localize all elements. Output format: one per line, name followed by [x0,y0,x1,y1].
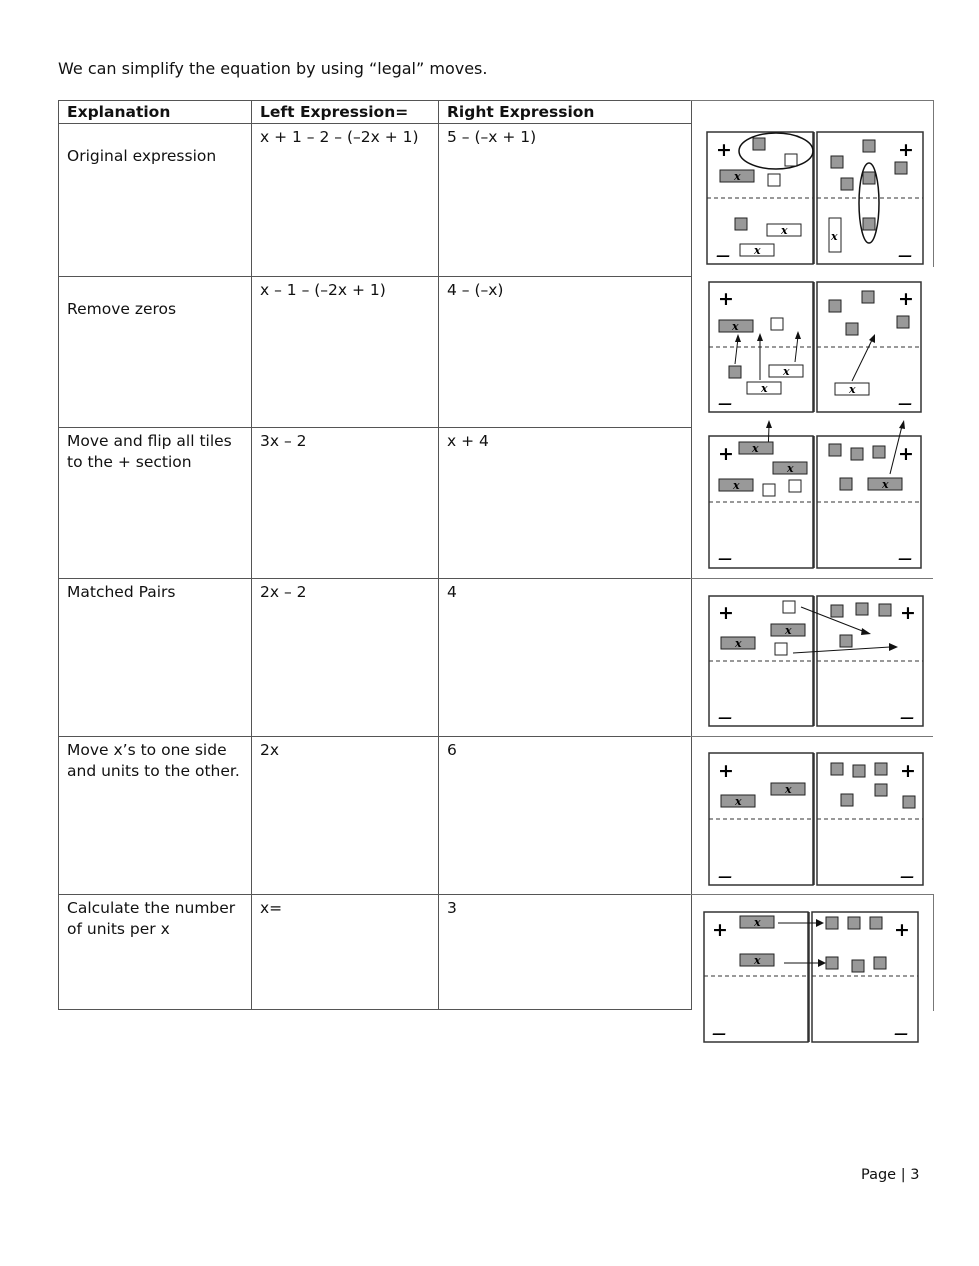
unit-tile [879,604,891,616]
row-right-expression: 5 – (–x + 1) [439,124,692,277]
unit-tile [763,484,775,496]
row-right-expression: 4 [439,579,692,737]
row-explanation: Remove zeros [59,277,252,428]
diagram-divider [690,736,933,737]
x-tile-label: x [732,320,739,333]
plus-sign: + [718,760,734,782]
tile-diagram-separate [705,749,927,889]
x-tile-label: x [754,954,761,967]
unit-tile [862,291,874,303]
row-left-expression: x= [252,895,439,1010]
x-tile-label: x [783,365,790,378]
x-tile-label: x [754,244,761,257]
unit-tile [875,763,887,775]
plus-sign: + [898,443,914,465]
minus-sign: — [900,710,914,726]
row-explanation: Calculate the number of units per x [59,895,252,1010]
tile-diagram-original [705,128,927,268]
unit-tile [903,796,915,808]
table-row [59,895,692,1010]
minus-sign: — [898,551,912,567]
table-row [59,737,692,895]
header-explanation: Explanation [59,101,252,124]
minus-sign: — [894,1026,908,1042]
unit-tile [826,917,838,929]
unit-tile [768,174,780,186]
minus-sign: — [898,396,912,412]
row-left-expression: 3x – 2 [252,428,439,579]
row-right-expression: 3 [439,895,692,1010]
x-tile-label: x [733,479,740,492]
unit-tile [729,366,741,378]
header-right-expression: Right Expression [439,101,692,124]
x-tile-label: x [831,230,838,243]
unit-tile [897,316,909,328]
header-left-expression: Left Expression= [252,101,439,124]
unit-tile [863,218,875,230]
unit-tile [829,444,841,456]
unit-tile [840,635,852,647]
unit-tile [851,448,863,460]
plus-sign: + [716,139,732,161]
x-tile-label: x [734,170,741,183]
row-explanation: Matched Pairs [59,579,252,737]
row-left-expression: 2x [252,737,439,895]
plus-sign: + [900,760,916,782]
minus-sign: — [712,1026,726,1042]
x-tile-label: x [752,442,759,455]
unit-tile [895,162,907,174]
steps-table [58,100,692,1010]
x-tile-label: x [754,916,761,929]
plus-sign: + [718,443,734,465]
plus-sign: + [712,919,728,941]
tile-diagram-units-per-x [702,908,922,1048]
x-tile-label: x [787,462,794,475]
tile-diagram-matched-pairs [705,590,927,730]
table-row [59,428,692,579]
unit-tile [831,763,843,775]
unit-tile [875,784,887,796]
x-tile-label: x [785,624,792,637]
unit-tile [870,917,882,929]
unit-tile [826,957,838,969]
unit-tile [783,601,795,613]
unit-tile [771,318,783,330]
unit-tile [831,156,843,168]
unit-tile [775,643,787,655]
x-tile-label: x [785,783,792,796]
unit-tile [841,178,853,190]
table-row [59,277,692,428]
unit-tile [853,765,865,777]
unit-tile [863,172,875,184]
unit-tile [848,917,860,929]
plus-sign: + [898,288,914,310]
unit-tile [841,794,853,806]
minus-sign: — [718,710,732,726]
row-explanation: Move and flip all tiles to the + section [59,428,252,579]
intro-text: We can simplify the equation by using “legal” moves. [58,59,488,78]
minus-sign: — [718,869,732,885]
row-explanation: Original expression [59,124,252,277]
unit-tile [831,605,843,617]
minus-sign: — [900,869,914,885]
plus-sign: + [900,602,916,624]
minus-sign: — [898,248,912,264]
x-tile-label: x [735,795,742,808]
unit-tile [846,323,858,335]
plus-sign: + [898,139,914,161]
row-left-expression: x + 1 – 2 – (–2x + 1) [252,124,439,277]
row-left-expression: 2x – 2 [252,579,439,737]
unit-tile [753,138,765,150]
tile-diagram-flip [705,418,927,572]
page-number: Page | 3 [861,1167,920,1183]
diagram-divider [690,578,933,579]
zero-pair-circle [739,133,813,169]
unit-tile [785,154,797,166]
row-right-expression: x + 4 [439,428,692,579]
table-row [59,579,692,737]
row-right-expression: 4 – (–x) [439,277,692,428]
unit-tile [852,960,864,972]
unit-tile [863,140,875,152]
plus-sign: + [894,919,910,941]
unit-tile [789,480,801,492]
minus-sign: — [716,248,730,264]
x-tile-label: x [761,382,768,395]
minus-sign: — [718,396,732,412]
unit-tile [873,446,885,458]
table-row [59,124,692,277]
unit-tile [735,218,747,230]
x-tile-label: x [882,478,889,491]
table-header-row [59,101,692,124]
minus-sign: — [718,551,732,567]
unit-tile [874,957,886,969]
plus-sign: + [718,288,734,310]
x-tile-label: x [849,383,856,396]
plus-sign: + [718,602,734,624]
tile-diagram-remove-zeros [705,278,927,418]
row-explanation: Move x’s to one side and units to the other. [59,737,252,895]
x-tile-label: x [781,224,788,237]
unit-tile [829,300,841,312]
row-left-expression: x – 1 – (–2x + 1) [252,277,439,428]
x-tile-label: x [735,637,742,650]
row-right-expression: 6 [439,737,692,895]
unit-tile [856,603,868,615]
unit-tile [840,478,852,490]
